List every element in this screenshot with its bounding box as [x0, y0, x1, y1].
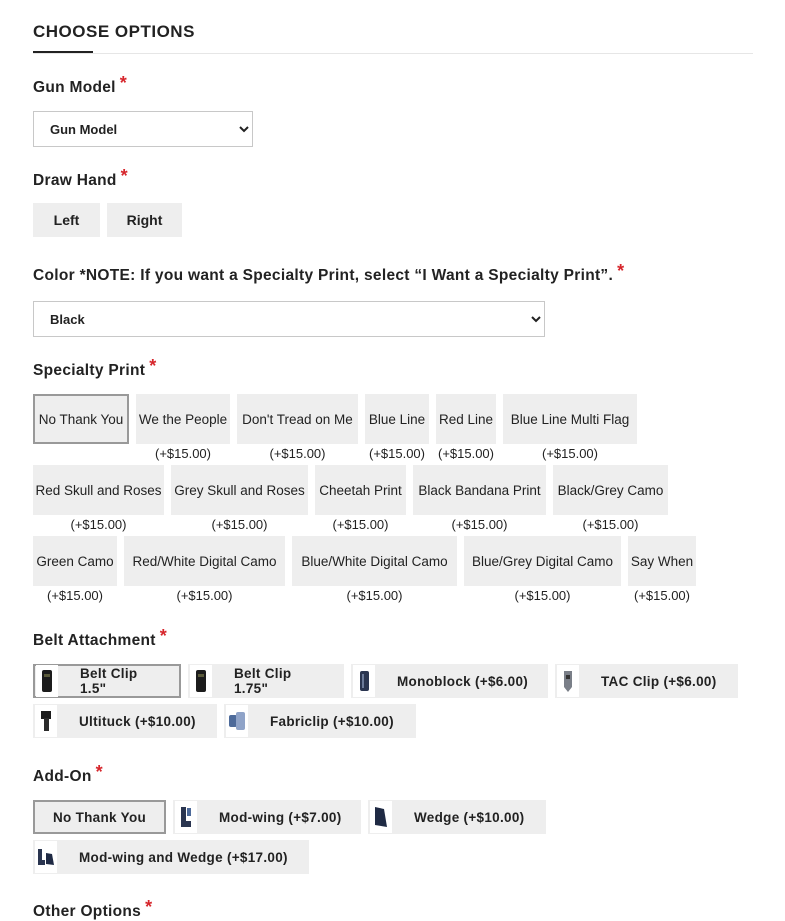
specialty-print-price: (+$15.00) — [437, 446, 494, 461]
option-label: Belt Clip 1.75" — [234, 666, 292, 696]
required-mark: * — [119, 73, 128, 93]
add-on-label-text: Add-On — [33, 768, 92, 785]
specialty-print-price: (+$15.00) — [46, 588, 103, 603]
monoblock-icon — [353, 665, 375, 697]
draw-hand-label-text: Draw Hand — [33, 172, 117, 189]
option-label: Mod-wing (+$7.00) — [219, 809, 342, 825]
specialty-print-price: (+$15.00) — [633, 588, 690, 603]
specialty-print-price: (+$15.00) — [451, 517, 508, 532]
gun-model-label-text: Gun Model — [33, 79, 116, 96]
belt-attachment-label — [33, 626, 168, 650]
specialty-print-green-camo[interactable]: Green Camo — [33, 536, 117, 586]
option-label: Mod-wing and Wedge (+$17.00) — [79, 849, 288, 865]
add-on-label — [33, 762, 103, 786]
option-label: No Thank You — [52, 809, 147, 825]
option-label: TAC Clip (+$6.00) — [601, 673, 717, 689]
specialty-print-label-text: Specialty Print — [33, 362, 146, 379]
gun-model-label — [33, 73, 128, 97]
belt-attachment-label-text: Belt Attachment — [33, 632, 156, 649]
specialty-print-red-skull-and-roses[interactable]: Red Skull and Roses — [33, 465, 164, 515]
belt-attachment-ultituck[interactable] — [33, 704, 217, 738]
specialty-print-blue-white-digital-camo[interactable]: Blue/White Digital Camo — [292, 536, 457, 586]
specialty-print-black-grey-camo[interactable]: Black/Grey Camo — [553, 465, 668, 515]
belt-attachment-fabriclip[interactable] — [224, 704, 416, 738]
specialty-print-price: (+$15.00) — [332, 517, 389, 532]
color-label-text: Color *NOTE: If you want a Specialty Print, select “I Want a Specialty Print”. — [33, 267, 614, 284]
specialty-print-say-when[interactable]: Say When — [628, 536, 696, 586]
other-options-label-text: Other Options — [33, 903, 142, 920]
specialty-print-price: (+$15.00) — [346, 588, 403, 603]
add-on-mod-wing-and-wedge[interactable] — [33, 840, 309, 874]
required-mark: * — [617, 261, 625, 281]
specialty-print-black-bandana-print[interactable]: Black Bandana Print — [413, 465, 546, 515]
draw-hand-label — [33, 166, 128, 190]
specialty-print-blue-line-multi-flag[interactable]: Blue Line Multi Flag — [503, 394, 637, 444]
specialty-print-price: (+$15.00) — [368, 446, 425, 461]
specialty-print-cheetah-print[interactable]: Cheetah Print — [315, 465, 406, 515]
fabriclip-icon — [226, 705, 248, 737]
specialty-print-red-line[interactable]: Red Line — [436, 394, 496, 444]
section-title: CHOOSE OPTIONS — [33, 22, 195, 41]
specialty-print-price: (+$15.00) — [269, 446, 326, 461]
specialty-print-price: (+$15.00) — [176, 588, 233, 603]
draw-hand-left-button[interactable]: Left — [33, 203, 100, 237]
belt-clip-icon — [36, 665, 58, 697]
specialty-print-we-the-people[interactable]: We the People — [136, 394, 230, 444]
specialty-print-no-thank-you[interactable]: No Thank You — [33, 394, 129, 444]
add-on-no-thank-you[interactable] — [33, 800, 166, 834]
required-mark: * — [145, 897, 153, 917]
specialty-print-price: (+$15.00) — [541, 446, 598, 461]
mod-wing-wedge-icon — [35, 841, 57, 873]
option-label: Belt Clip 1.5" — [80, 666, 138, 696]
option-label: Wedge (+$10.00) — [414, 809, 525, 825]
title-divider — [33, 53, 753, 54]
belt-clip-icon — [190, 665, 212, 697]
gun-model-select[interactable] — [33, 111, 253, 147]
mod-wing-icon — [175, 801, 197, 833]
specialty-print-price: (+$15.00) — [211, 517, 268, 532]
title-underline — [33, 51, 93, 53]
specialty-print-label — [33, 356, 157, 380]
belt-attachment-tac-clip[interactable] — [555, 664, 738, 698]
wedge-icon — [370, 801, 392, 833]
specialty-print-blue-line[interactable]: Blue Line — [365, 394, 429, 444]
belt-attachment-monoblock[interactable] — [351, 664, 548, 698]
specialty-print-grey-skull-and-roses[interactable]: Grey Skull and Roses — [171, 465, 308, 515]
ultituck-icon — [35, 705, 57, 737]
belt-attachment-belt-clip-1-5[interactable] — [33, 664, 181, 698]
specialty-print-red-white-digital-camo[interactable]: Red/White Digital Camo — [124, 536, 285, 586]
tac-clip-icon — [557, 665, 579, 697]
belt-attachment-belt-clip-1-75[interactable] — [188, 664, 344, 698]
color-select[interactable] — [33, 301, 545, 337]
specialty-print-price: (+$15.00) — [154, 446, 211, 461]
specialty-print-price: (+$15.00) — [514, 588, 571, 603]
color-label — [33, 261, 625, 285]
option-label: Monoblock (+$6.00) — [397, 673, 529, 689]
required-mark: * — [120, 166, 128, 186]
required-mark: * — [149, 356, 157, 376]
option-label: Ultituck (+$10.00) — [79, 713, 196, 729]
specialty-print-blue-grey-digital-camo[interactable]: Blue/Grey Digital Camo — [464, 536, 621, 586]
add-on-wedge[interactable] — [368, 800, 546, 834]
required-mark: * — [95, 762, 103, 782]
specialty-print-price: (+$15.00) — [70, 517, 127, 532]
specialty-print-price: (+$15.00) — [582, 517, 639, 532]
other-options-label — [33, 897, 153, 921]
option-label: Fabriclip (+$10.00) — [270, 713, 394, 729]
specialty-print-dont-tread-on-me[interactable]: Don't Tread on Me — [237, 394, 358, 444]
required-mark: * — [159, 626, 168, 646]
add-on-mod-wing[interactable] — [173, 800, 361, 834]
draw-hand-right-button[interactable]: Right — [107, 203, 182, 237]
